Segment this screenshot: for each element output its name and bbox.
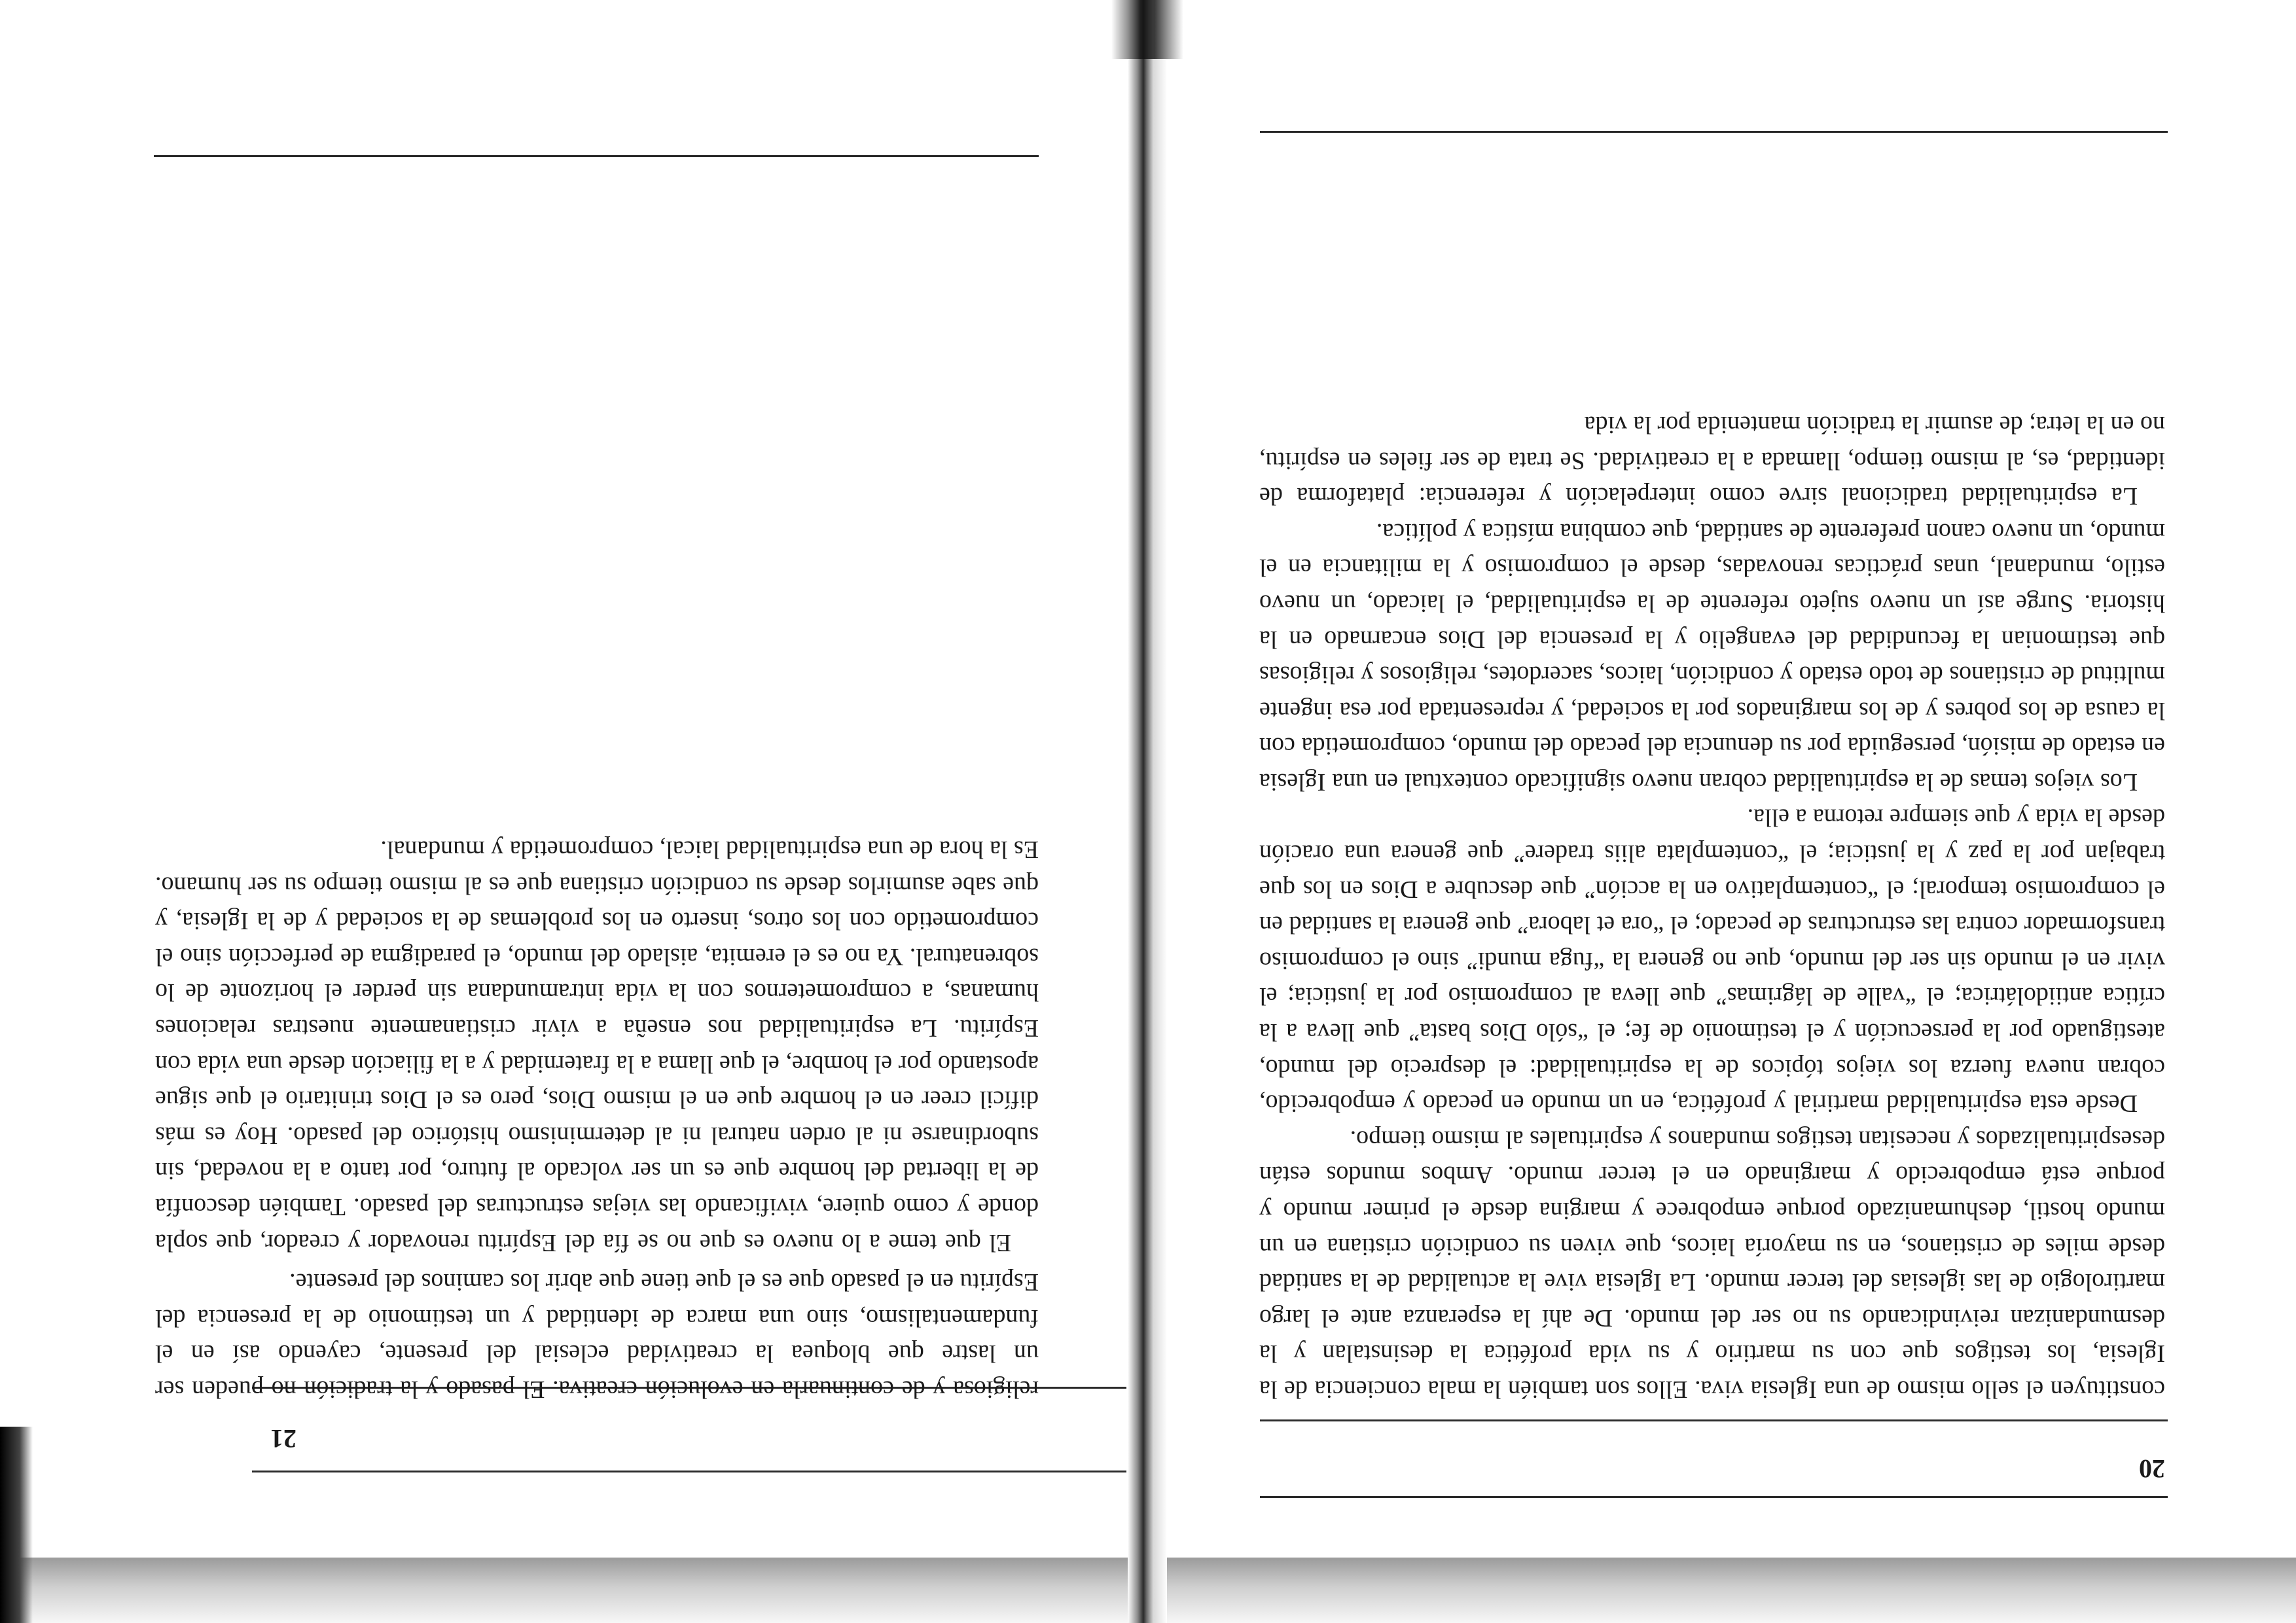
footer-rule	[1260, 131, 2168, 133]
paragraph: La espiritualidad tradicional sirve como interpelación y referencia: plataforma de identidad, es, al mismo tiempo, llamada a la creatividad. Se trata de ser fieles en espíritu, no en la letra; de asumir la tradición mantenida por la vida	[1259, 410, 2165, 510]
book-gutter	[1128, 0, 1167, 1623]
page-body	[155, 832, 1039, 1408]
paragraph-continued: religiosa y de continuarla en evolución creativa. El pasado y la tradición no pueden ser un lastre que bloquea la creatividad eclesial del presente, cayendo así en el fundamentalismo, sino una marca de identidad y un testimonio de la presencia del Espíritu en el pasado que es el que tiene que abrir los caminos del presente.	[155, 1268, 1039, 1403]
page-21	[0, 0, 1128, 1623]
paragraph: El que teme a lo nuevo es que no se fía del Espíritu renovador y creador, que sopla donde y como quiere, vivificando las viejas estructuras del pasado. También desconfía de la libertad del hombre que es un ser volcado al futuro, por tanto a la novedad, sin subordinarse ni al orden natural ni al determinismo histórico del pasado. Hoy es más difícil creer en el hombre que en el mismo Dios, pero es el Dios trinitario el que sigue apostando por el hombre, el que llama a la fraternidad y a la filiación desde una vida con Espíritu. La espiritualidad nos enseña a vivir cristianamente nuestras relaciones humanas, a comprometernos con la vida intramundana sin perder el horizonte de lo sobrenatural. Ya no es el eremita, aislado del mundo, el paradigma de perfección sino el comprometido con los otros, inserto en los problemas de la sociedad y de la Iglesia, y que sabe asumirlos desde su condición cristiana que es al mismo tiempo su ser humano. Es la hora de una espiritualidad laical, comprometida y mundanal.	[155, 836, 1039, 1257]
paragraph: Desde esta espiritualidad martirial y profética, en un mundo en pecado y empobrecido, cobran nueva fuerza los viejos tópicos de la espiritualidad: el desprecio del mundo, atestiguado por la persecución y el testimonio de fe; el “sólo Dios basta” que lleva a la crítica antiidolátrica; el “valle de lágrimas” que lleva al compromiso por la justicia; el vivir en el mundo sin ser del mundo, que no genera la “fuga mundi” sino el compromiso transformador contra las estructuras de pecado; el “ora et labora” que genera la santidad en el compromiso temporal; el “contemplativo en la acción” que descubre a Dios en los que trabajan por la paz y la justicia; el “contemplata aliis tradere” que genera una oración desde la vida y que siempre retorna a ella.	[1259, 804, 2165, 1118]
header-rule-top	[252, 1471, 1126, 1472]
header-rule-bottom	[1260, 1419, 2168, 1421]
page-20	[1167, 0, 2296, 1623]
footer-rule	[154, 155, 1039, 157]
page-number: 21	[270, 1424, 296, 1454]
paragraph-continued: constituyen el sello mismo de una Iglesia viva. Ellos son también la mala conciencia de la Iglesia, los testigos que con su martirio y su vida profética la desinstalan y la desmundanizan reivindicando su no ser del mundo. De ahí la esperanza ante el largo martirologio de las iglesias del tercer mundo. La Iglesia vive la actualidad de la santidad desde miles de cristianos, en su mayoría laicos, que viven su condición cristiana en un mundo hostil, deshumanizado porque empobrece y margina desde el primer mundo y porque está empobrecido y marginado en el tercer mundo. Ambos mundos están desespiritualizados y necesitan testigos mundanos y espirituales al mismo tiempo.	[1259, 1125, 2165, 1403]
page-number: 20	[2139, 1454, 2165, 1484]
paragraph: Los viejos temas de la espiritualidad cobran nuevo significado contextual en una Iglesia en estado de misión, perseguida por su denuncia del pecado del mundo, comprometida con la causa de los pobres y de los marginados por la sociedad, y representada por esa ingente multitud de cristianos de todo estado y condición, laicos, sacerdotes, religiosos y religiosas que testimonian la fecundidad del evangelio y la presencia del Dios encarnado en la historia. Surge así un nuevo sujeto referente de la espiritualidad, el laicado, un nuevo estilo, mundanal, unas prácticas renovadas, desde el compromiso y la militancia en el mundo, un nuevo canon preferente de santidad, que combina mística y política.	[1259, 518, 2165, 796]
header-rule-top	[1260, 1496, 2168, 1498]
page-body	[1259, 406, 2165, 1407]
